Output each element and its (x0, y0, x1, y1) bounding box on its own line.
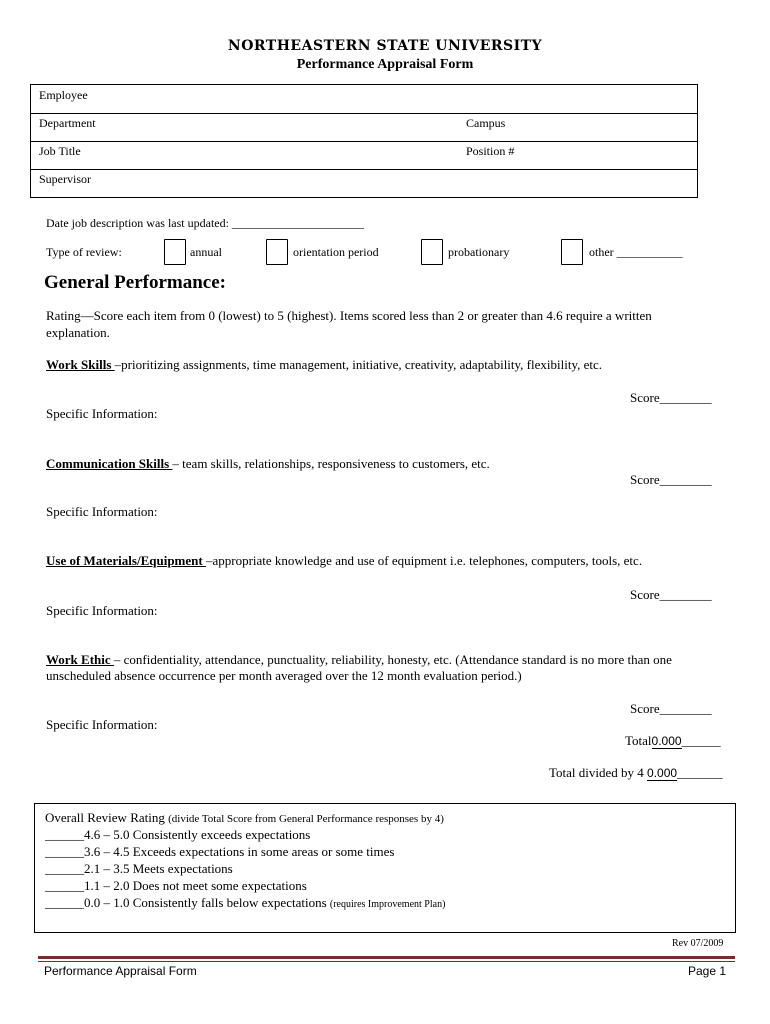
communication-specific-label: Specific Information: (46, 504, 158, 519)
rating-option-5[interactable] (45, 895, 445, 911)
rating-option-5-text: ______0.0 – 1.0 Consistently falls below expectations (45, 895, 330, 910)
rating-option-2[interactable]: ______3.6 – 4.5 Exceeds expectations in some areas or some times (45, 844, 395, 859)
footer-form-name: Performance Appraisal Form (44, 964, 197, 978)
work-ethic-specific-label: Specific Information: (46, 717, 158, 732)
general-performance-heading: General Performance: (44, 272, 226, 293)
overall-heading-note: (divide Total Score from General Performance responses by 4) (168, 813, 444, 825)
total-divided-label: Total divided by 4 (549, 765, 648, 780)
department-label: Department (39, 116, 96, 130)
employee-row[interactable] (31, 85, 697, 114)
rating-instructions-line2: explanation. (46, 325, 110, 340)
institution-title: NORTHEASTERN STATE UNIVERSITY (227, 38, 543, 54)
orientation-checkbox[interactable] (266, 239, 288, 265)
total-value: 0.000 (651, 734, 682, 748)
work-skills-item (46, 357, 602, 373)
revision-date: Rev 07/2009 (672, 938, 724, 949)
materials-specific-label: Specific Information: (46, 603, 158, 618)
supervisor-row[interactable] (31, 169, 697, 197)
supervisor-label: Supervisor (39, 172, 91, 186)
communication-skills-title: Communication Skills (46, 456, 173, 471)
employee-label: Employee (39, 88, 88, 102)
work-ethic-desc: – confidentiality, attendance, punctuality, reliability, honesty, etc. (Attendance standard is no more than one (113, 652, 672, 667)
footer-divider-thick (38, 956, 735, 959)
total-field[interactable] (625, 733, 721, 749)
communication-skills-score[interactable]: Score________ (630, 472, 712, 487)
position-label: Position # (466, 144, 515, 158)
annual-label: annual (190, 245, 222, 259)
footer-divider-thin (38, 961, 735, 962)
footer-page-number: Page 1 (688, 964, 727, 978)
other-label: other ___________ (589, 245, 683, 259)
probationary-label: probationary (448, 245, 510, 259)
date-updated-field[interactable]: Date job description was last updated: ______________________ (46, 216, 364, 230)
work-skills-title: Work Skills (46, 357, 115, 372)
review-type-label: Type of review: (46, 245, 122, 259)
other-checkbox[interactable] (561, 239, 583, 265)
job-title-label: Job Title (39, 144, 81, 158)
work-ethic-item (46, 652, 672, 668)
total-suffix: ______ (681, 733, 721, 748)
communication-skills-item (46, 456, 490, 472)
materials-equipment-title: Use of Materials/Equipment (46, 553, 206, 568)
campus-label: Campus (466, 116, 506, 130)
total-divided-suffix: _______ (677, 765, 723, 780)
work-ethic-title: Work Ethic (46, 652, 114, 667)
overall-heading-text: Overall Review Rating (45, 810, 169, 825)
orientation-label: orientation period (293, 245, 379, 259)
materials-equipment-desc: –appropriate knowledge and use of equipment i.e. telephones, computers, tools, etc. (205, 553, 643, 568)
overall-review-box (34, 803, 736, 933)
total-divided-value: 0.000 (647, 766, 678, 780)
materials-equipment-score[interactable]: Score________ (630, 587, 712, 602)
total-divided-field[interactable] (549, 765, 723, 781)
improvement-plan-note: (requires Improvement Plan) (329, 899, 446, 910)
annual-checkbox[interactable] (164, 239, 186, 265)
work-skills-desc: –prioritizing assignments, time management, initiative, creativity, adaptability, flexibility, etc. (114, 357, 603, 372)
department-row[interactable] (31, 113, 697, 142)
probationary-checkbox[interactable] (421, 239, 443, 265)
rating-option-3[interactable]: ______2.1 – 3.5 Meets expectations (45, 861, 233, 876)
overall-heading (45, 810, 444, 826)
rating-option-4[interactable]: ______1.1 – 2.0 Does not meet some expectations (45, 878, 307, 893)
employee-info-box (30, 84, 698, 198)
materials-equipment-item (46, 553, 642, 569)
work-skills-score[interactable]: Score________ (630, 390, 712, 405)
work-skills-specific-label: Specific Information: (46, 406, 158, 421)
total-label: Total (625, 733, 652, 748)
rating-option-1[interactable]: ______4.6 – 5.0 Consistently exceeds expectations (45, 827, 311, 842)
work-ethic-desc-line2: unscheduled absence occurrence per month averaged over the 12 month evaluation period.) (46, 668, 522, 683)
rating-instructions-line1: Rating—Score each item from 0 (lowest) to 5 (highest). Items scored less than 2 or greater than 4.6 require a written (46, 308, 652, 323)
job-title-row[interactable] (31, 141, 697, 170)
communication-skills-desc: – team skills, relationships, responsiveness to customers, etc. (172, 456, 490, 471)
form-title: Performance Appraisal Form (296, 57, 474, 72)
work-ethic-score[interactable]: Score________ (630, 701, 712, 716)
